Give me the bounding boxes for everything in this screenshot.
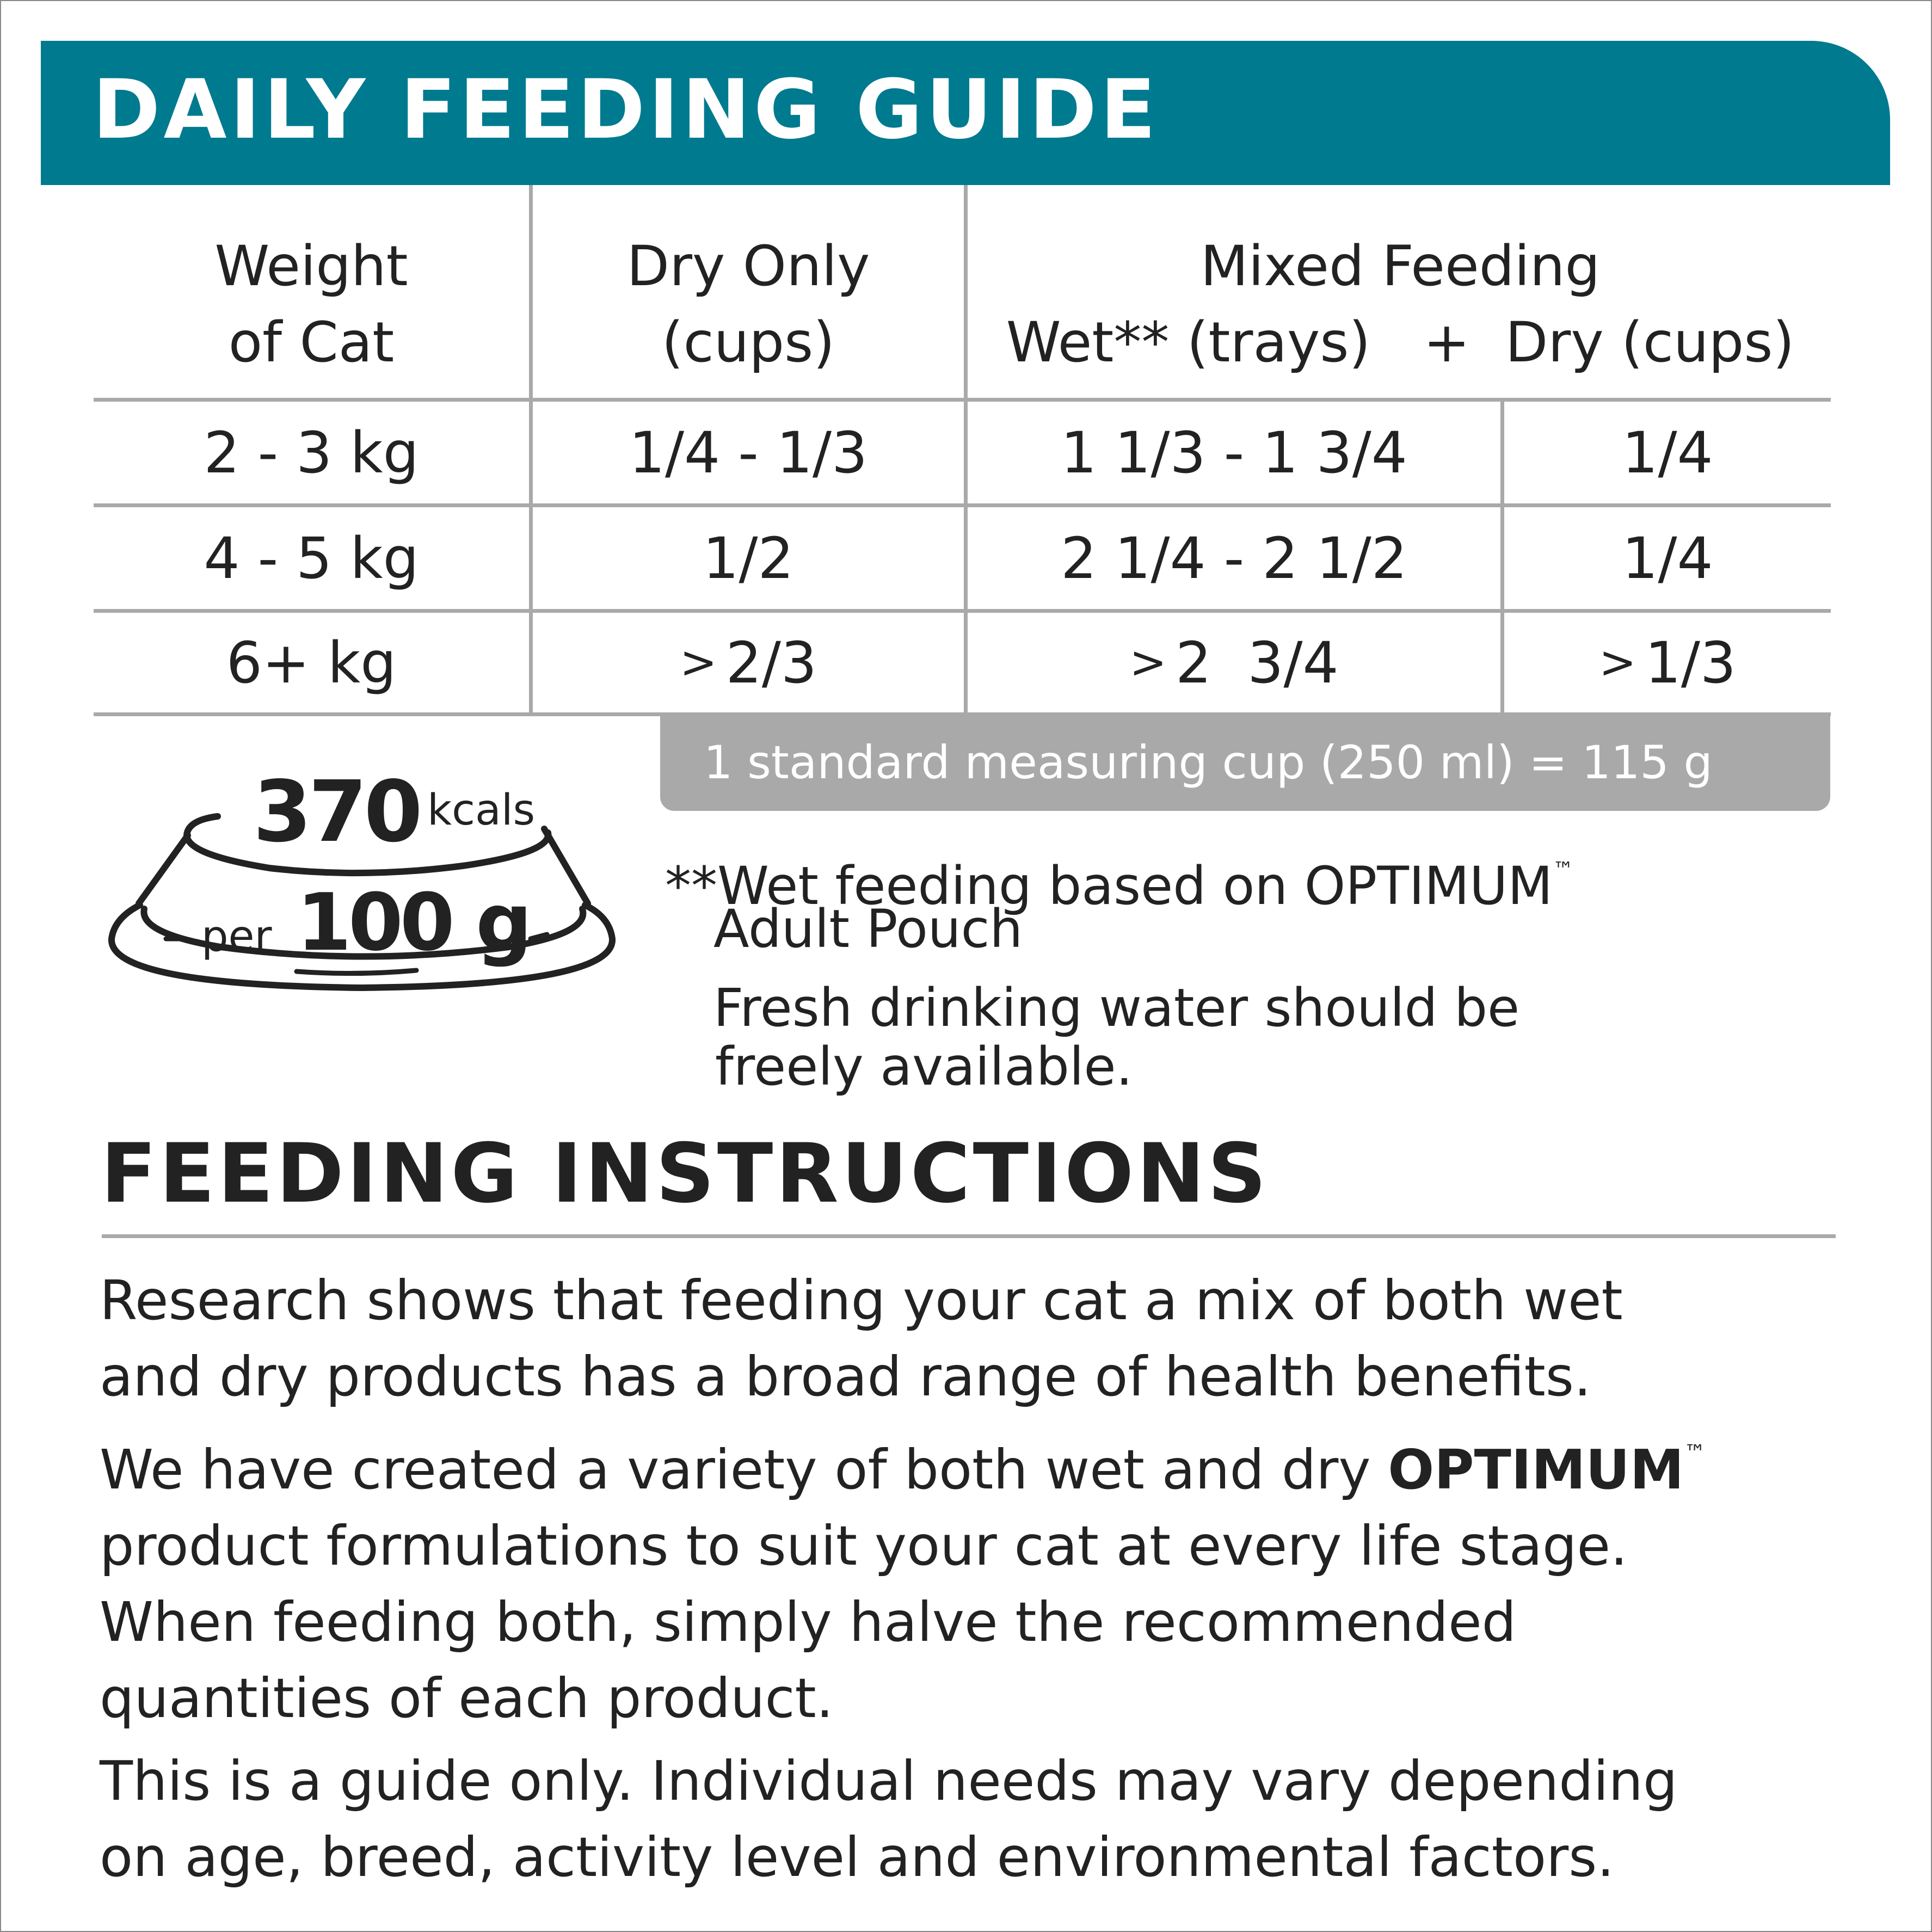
table-column-divider (964, 185, 968, 716)
greater-than-sign: > (1129, 637, 1167, 688)
energy-value: 370 (253, 762, 420, 861)
table-cell-dry: 1/2 (703, 525, 794, 592)
table-row-rule (94, 503, 1831, 507)
table-cell-weight: 2 - 3 kg (204, 419, 419, 486)
energy-per: per (201, 912, 272, 961)
trademark-symbol: ™ (1553, 858, 1574, 882)
measuring-cup-note-text: 1 standard measuring cup (250 ml) = 115 g (704, 736, 1713, 789)
header-dry-line1: Dry Only (626, 234, 870, 299)
table-cell-wet: 2 1/4 - 2 1/2 (1061, 525, 1407, 592)
table-header-rule (94, 398, 1831, 402)
measuring-cup-note (660, 714, 1830, 811)
header-weight-line1: Weight (214, 234, 408, 299)
paragraph-line: Research shows that feeding your cat a mix of both wet (100, 1269, 1623, 1332)
greater-than-sign: > (679, 637, 717, 688)
header-mixed-line2: Wet** (trays) + Dry (cups) (1006, 310, 1795, 375)
energy-amount: 100 g (297, 877, 529, 969)
water-note-line2: freely available. (715, 1036, 1133, 1097)
table-cell-value: 1/3 (1645, 629, 1737, 696)
table-column-divider (1500, 398, 1504, 716)
header-weight-line2: of Cat (228, 310, 395, 375)
instructions-paragraph-1 (100, 1263, 1706, 1737)
table-cell-value: 2 3/4 (1176, 629, 1339, 696)
header-mixed-feeding (968, 223, 1833, 386)
trademark-symbol: ™ (1684, 1441, 1706, 1466)
paragraph-line: on age, breed, activity level and environmental factors. (100, 1825, 1615, 1889)
wet-feeding-note-line2: Adult Pouch (713, 899, 1023, 959)
wet-feeding-note-text: **Wet feeding based on OPTIMUM (665, 855, 1553, 916)
table-cell-mixed-dry (1504, 613, 1831, 712)
header-mixed-line1: Mixed Feeding (1200, 234, 1601, 299)
feeding-guide-title: DAILY FEEDING GUIDE (93, 63, 1159, 157)
header-weight (94, 223, 529, 386)
table-cell-dry (533, 613, 964, 712)
paragraph-line: This is a guide only. Individual needs may vary depending (100, 1749, 1678, 1813)
table-cell-wet (968, 613, 1500, 712)
paragraph-line (100, 1415, 1706, 1508)
table-cell-value: 2/3 (725, 629, 817, 696)
greater-than-sign: > (1598, 637, 1636, 688)
energy-unit: kcals (427, 786, 536, 835)
table-cell-weight: 4 - 5 kg (204, 525, 419, 592)
header-dry-line2: (cups) (661, 310, 835, 375)
water-note-line1: Fresh drinking water should be (713, 977, 1520, 1038)
paragraph-line: quantities of each product. (100, 1666, 834, 1730)
feeding-guide-banner (41, 41, 1890, 185)
paragraph-line: When feeding both, simply halve the recommended (100, 1590, 1517, 1654)
table-cell-mixed-dry: 1/4 (1622, 419, 1713, 486)
table-column-divider (529, 185, 533, 716)
instructions-paragraph-2 (100, 1743, 1677, 1896)
table-row-rule (94, 609, 1831, 613)
paragraph-line: and dry products has a broad range of health benefits. (100, 1345, 1591, 1408)
table-cell-mixed-dry: 1/4 (1622, 525, 1713, 592)
paragraph-text: We have created a variety of both wet and dry (100, 1438, 1388, 1502)
table-cell-wet: 1 1/3 - 1 3/4 (1061, 419, 1407, 486)
paragraph-line: product formulations to suit your cat at every life stage. (100, 1514, 1628, 1578)
food-bowl-icon (106, 759, 618, 999)
header-dry-only (533, 223, 964, 386)
feeding-instructions-title: FEEDING INSTRUCTIONS (101, 1127, 1269, 1221)
table-cell-weight: 6+ kg (226, 629, 397, 696)
feeding-instructions-rule (102, 1234, 1836, 1238)
brand-name: OPTIMUM (1388, 1438, 1684, 1502)
table-cell-dry: 1/4 - 1/3 (629, 419, 868, 486)
